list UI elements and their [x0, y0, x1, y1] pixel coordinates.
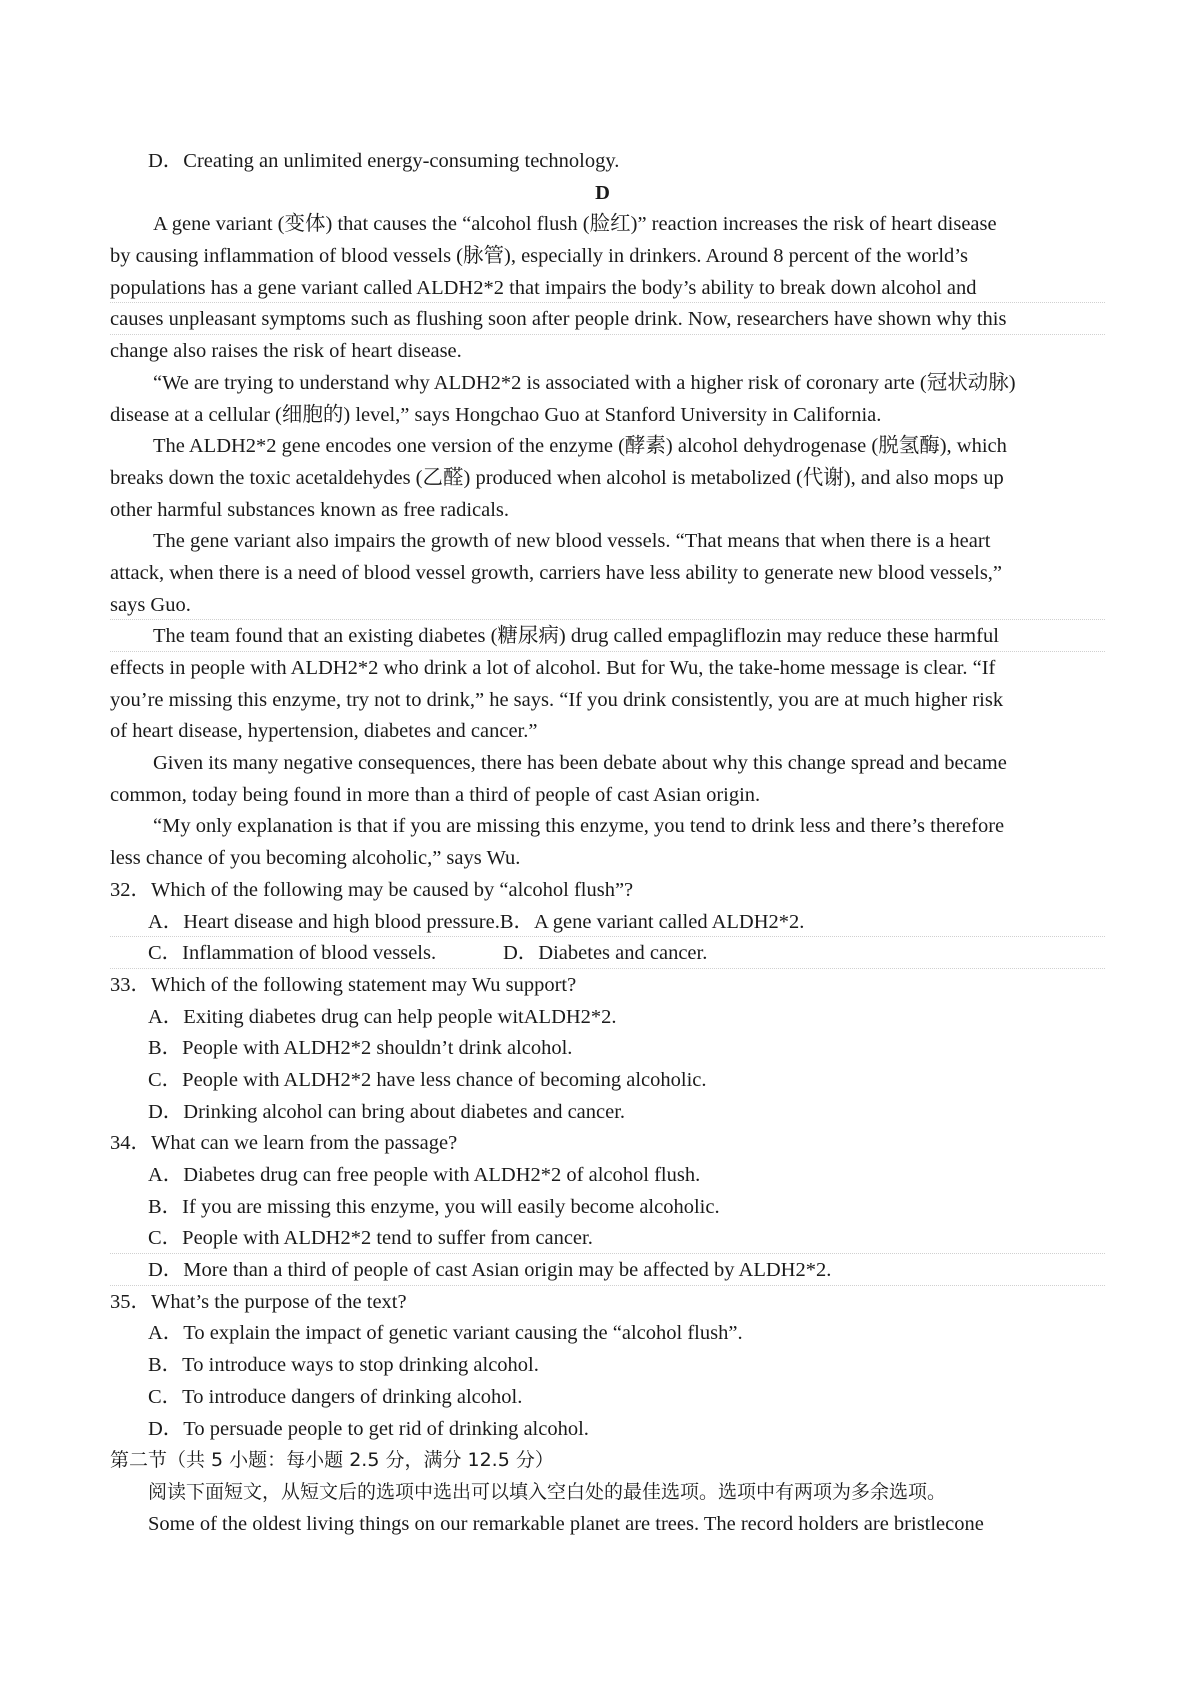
passage-line: populations has a gene variant called ALDH2*2 that impairs the body’s ability to break down alcohol and — [110, 273, 1095, 305]
section-instruction: 阅读下面短文，从短文后的选项中选出可以填入空白处的最佳选项。选项中有两项为多余选项。 — [148, 1480, 947, 1503]
question-35 — [110, 1287, 1095, 1445]
passage-line: The gene variant also impairs the growth of new blood vessels. “That means that when there is a heart — [153, 530, 991, 553]
option-d[interactable]: D．More than a third of people of cast Asian origin may be affected by ALDH2*2. — [110, 1255, 1095, 1287]
option-c[interactable]: C．People with ALDH2*2 tend to suffer from cancer. — [110, 1223, 1095, 1255]
option-b[interactable]: B．People with ALDH2*2 shouldn’t drink alcohol. — [148, 1037, 573, 1060]
option-d[interactable]: D．Diabetes and cancer. — [503, 942, 708, 965]
passage-line: A gene variant (变体) that causes the “alcohol flush (脸红)” reaction increases the risk of heart disease — [153, 213, 997, 236]
passage-line: effects in people with ALDH2*2 who drink a lot of alcohol. But for Wu, the take-home message is clear. “If — [110, 657, 996, 679]
option-c[interactable]: C．To introduce dangers of drinking alcohol. — [148, 1385, 523, 1408]
passage-line: breaks down the toxic acetaldehydes (乙醛) produced when alcohol is metabolized (代谢), and also mops up — [110, 466, 1004, 489]
question-34 — [110, 1128, 1095, 1286]
option-c[interactable]: C．People with ALDH2*2 have less chance of becoming alcoholic. — [148, 1068, 707, 1091]
section-passage-first-line: Some of the oldest living things on our remarkable planet are trees. The record holders are bristlecone — [148, 1512, 984, 1535]
passage-line: “My only explanation is that if you are missing this enzyme, you tend to drink less and there’s therefore — [153, 815, 1005, 838]
exam-page — [110, 146, 1095, 1540]
question-stem: 34．What can we learn from the passage? — [110, 1132, 458, 1155]
passage-line: by causing inflammation of blood vessels (脉管), especially in drinkers. Around 8 percent of the world’s — [110, 245, 968, 268]
passage-line: “We are trying to understand why ALDH2*2 is associated with a higher risk of coronary arte (冠状动脉) — [153, 371, 1016, 394]
question-32 — [110, 875, 1095, 970]
section-title: 第二节（共 5 小题：每小题 2.5 分，满分 12.5 分） — [110, 1449, 554, 1472]
option-d[interactable]: D．To persuade people to get rid of drinking alcohol. — [148, 1417, 589, 1440]
passage-line: causes unpleasant symptoms such as flushing soon after people drink. Now, researchers have shown why this — [110, 304, 1095, 336]
option-b[interactable]: B．A gene variant called ALDH2*2. — [499, 910, 805, 933]
option-d[interactable]: D．Drinking alcohol can bring about diabetes and cancer. — [148, 1100, 626, 1123]
option-a[interactable]: A．Heart disease and high blood pressure. — [148, 910, 500, 933]
option-a[interactable]: A．To explain the impact of genetic variant causing the “alcohol flush”. — [148, 1322, 743, 1345]
passage-line: attack, when there is a need of blood vessel growth, carriers have less ability to generate new blood vessels,” — [110, 561, 1003, 584]
passage-line: common, today being found in more than a third of people of cast Asian origin. — [110, 783, 761, 806]
option-b[interactable]: B．To introduce ways to stop drinking alcohol. — [148, 1354, 539, 1377]
passage-label: D — [595, 181, 610, 204]
passage-line: other harmful substances known as free radicals. — [110, 498, 510, 521]
option-row-cd — [110, 938, 1095, 970]
passage-line: says Guo. — [110, 590, 1095, 622]
question-stem: 33．Which of the following statement may Wu support? — [110, 973, 577, 996]
question-stem: 35．What’s the purpose of the text? — [110, 1290, 407, 1313]
passage-line: disease at a cellular (细胞的) level,” says Hongchao Guo at Stanford University in California. — [110, 403, 882, 426]
passage-line: The ALDH2*2 gene encodes one version of the enzyme (酵素) alcohol dehydrogenase (脱氢酶), which — [153, 435, 1007, 458]
question-stem: 32．Which of the following may be caused by “alcohol flush”? — [110, 878, 634, 901]
passage-line: The team found that an existing diabetes (糖尿病) drug called empagliflozin may reduce these harmful — [110, 621, 1095, 653]
question-33 — [110, 970, 1095, 1128]
prev-question-option-d: D．Creating an unlimited energy-consuming technology. — [148, 150, 620, 172]
option-a[interactable]: A．Diabetes drug can free people with ALDH2*2 of alcohol flush. — [148, 1164, 701, 1186]
passage-line: you’re missing this enzyme, try not to drink,” he says. “If you drink consistently, you are at much higher risk — [110, 688, 1004, 711]
option-a[interactable]: A．Exiting diabetes drug can help people witALDH2*2. — [148, 1005, 617, 1028]
passage-line: less chance of you becoming alcoholic,” says Wu. — [110, 847, 521, 870]
option-row-ab — [110, 907, 1095, 939]
passage-line: of heart disease, hypertension, diabetes and cancer.” — [110, 720, 538, 743]
passage-line: Given its many negative consequences, there has been debate about why this change spread and became — [153, 752, 1007, 775]
passage-body — [110, 209, 1095, 874]
passage-line: change also raises the risk of heart disease. — [110, 340, 462, 363]
option-b[interactable]: B．If you are missing this enzyme, you will easily become alcoholic. — [148, 1195, 720, 1218]
option-c[interactable]: C．Inflammation of blood vessels. — [148, 942, 437, 965]
section-2 — [110, 1445, 1095, 1540]
